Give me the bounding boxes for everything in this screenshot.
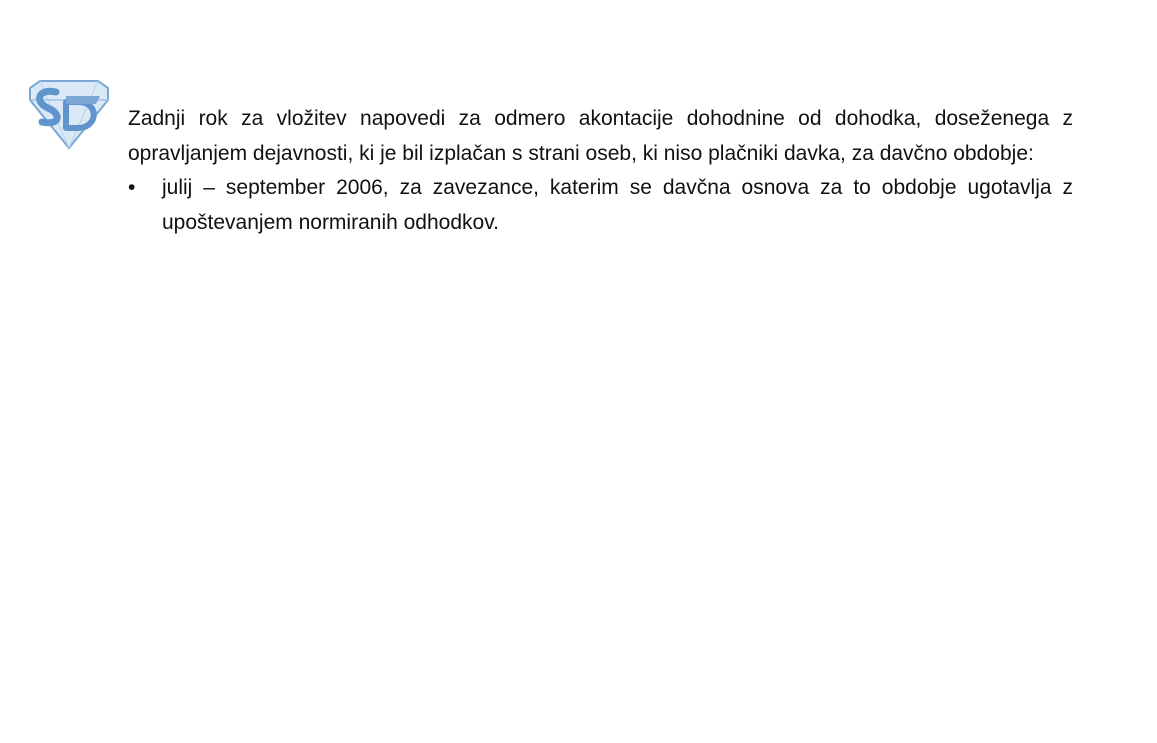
document-body (128, 102, 1073, 240)
list-item (128, 171, 1073, 240)
sd-logo (26, 78, 112, 150)
bullet-marker: • (128, 176, 136, 199)
bullet-list (128, 171, 1073, 240)
intro-paragraph: Zadnji rok za vložitev napovedi za odmero akontacije dohodnine od dohodka, doseženega z opravljanjem dejavnosti, ki je bil izplačan s strani oseb, ki niso plačniki davka, za davčno obdobje: (128, 107, 1073, 165)
bullet-text: julij – september 2006, za zavezance, katerim se davčna osnova za to obdobje ugotavlja z upoštevanjem normiranih odhodkov. (162, 176, 1073, 234)
